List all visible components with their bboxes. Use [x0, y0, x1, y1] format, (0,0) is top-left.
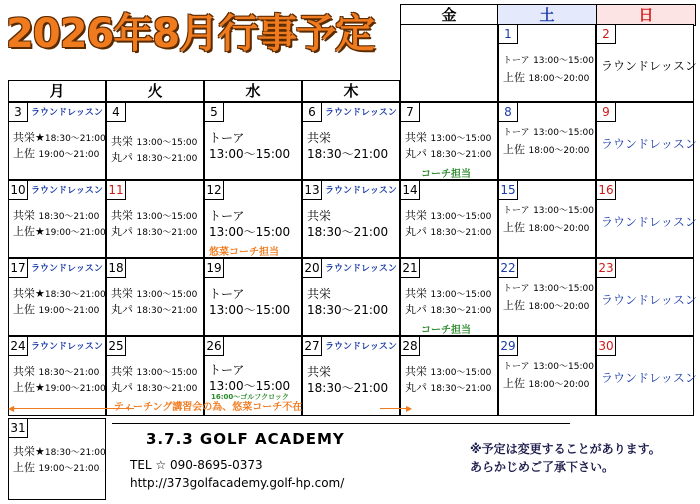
- day-cell-6: [302, 102, 400, 180]
- day-cell-28: [400, 336, 498, 416]
- session-line-1: 共栄: [307, 287, 332, 301]
- session-line-2: 丸パ 18:30～21:00: [111, 225, 198, 238]
- coach-note: コーチ担当: [421, 325, 471, 336]
- session-line-1: 共栄 13:00～15:00: [111, 209, 198, 222]
- golf-clock-note: 16:00～ゴルフクロック: [211, 393, 289, 401]
- day-cell-7: [400, 102, 498, 180]
- day-cell-1: [498, 24, 596, 102]
- session-line-2: 上佐★19:00～21:00: [13, 225, 106, 238]
- session-line-1: 共栄 13:00～15:00: [405, 209, 492, 222]
- session-line-2: 13:00～15:00: [209, 225, 291, 239]
- day-cell-18: [106, 258, 204, 336]
- day-cell-4: [106, 102, 204, 180]
- round-lesson-tag: ラウンドレッスン: [325, 264, 397, 274]
- day-number: 19: [205, 259, 224, 278]
- session-line-1: 共栄 18:30～21:00: [13, 209, 100, 222]
- session-line-1: 共栄 13:00～15:00: [111, 135, 198, 148]
- header-thu: 木: [302, 80, 400, 102]
- round-lesson-tag: ラウンドレッスン: [31, 108, 103, 118]
- header-wed: 水: [204, 80, 302, 102]
- session-line-2: 上佐 18:00～20:00: [503, 299, 590, 312]
- apology-notice: あらかじめご了承下さい。: [470, 460, 615, 474]
- day-cell-11: [106, 180, 204, 258]
- change-notice: ※予定は変更することがあります。: [470, 442, 661, 456]
- day-cell-21: [400, 258, 498, 336]
- session-line-1: トーア: [209, 287, 245, 301]
- academy-name: 3.7.3 GOLF ACADEMY: [146, 430, 345, 448]
- day-number: 24: [9, 337, 28, 356]
- day-number: 1: [499, 25, 518, 44]
- header-mon: 月: [8, 80, 106, 102]
- day-number: 17: [9, 259, 28, 278]
- session-line-1: 共栄 13:00～15:00: [111, 287, 198, 300]
- session-line-2: 上佐 19:00～21:00: [13, 147, 100, 160]
- session-line-2: 上佐★19:00～21:00: [13, 381, 106, 394]
- day-number: 16: [597, 181, 616, 200]
- session-line-2: 上佐 18:00～20:00: [503, 377, 590, 390]
- session-line-1: 共栄: [307, 365, 332, 379]
- day-number: 4: [107, 103, 126, 122]
- session-line-2: 18:30～21:00: [307, 381, 389, 395]
- session-line-1: 共栄 13:00～15:00: [405, 365, 492, 378]
- session-line-1: 共栄★18:30～21:00: [13, 445, 106, 458]
- session-line-1: トーア 13:00～15:00: [503, 128, 594, 138]
- session-line-2: 上佐 18:00～20:00: [503, 143, 590, 156]
- day-number: 26: [205, 337, 224, 356]
- session-line-2: 13:00～15:00: [209, 303, 291, 317]
- session-line-1: 共栄★18:30～21:00: [13, 287, 106, 300]
- header-fri: 金: [400, 4, 498, 26]
- day-number: 6: [303, 103, 322, 122]
- day-cell-31: [8, 418, 106, 500]
- session-line-2: 丸パ 18:30～21:00: [405, 147, 492, 160]
- day-number: 13: [303, 181, 322, 200]
- session-line-2: 丸パ 18:30～21:00: [405, 381, 492, 394]
- day-number: 14: [401, 181, 420, 200]
- absence-note: ティーチング講習会の為、悠菜コーチ不在: [113, 402, 303, 413]
- day-number: 31: [9, 419, 28, 438]
- session-line-1: トーア: [209, 131, 245, 145]
- day-number: 21: [401, 259, 420, 278]
- day-cell-16: [596, 180, 697, 258]
- header-sat: 土: [497, 4, 597, 26]
- session-line-2: 丸パ 18:30～21:00: [111, 381, 198, 394]
- day-number: 18: [107, 259, 126, 278]
- day-number: 23: [597, 259, 616, 278]
- day-number: 7: [401, 103, 420, 122]
- day-number: 20: [303, 259, 322, 278]
- session-line-2: 丸パ 18:30～21:00: [111, 303, 198, 316]
- day-number: 27: [303, 337, 322, 356]
- day-number: 25: [107, 337, 126, 356]
- day-number: 12: [205, 181, 224, 200]
- day-cell-17: [8, 258, 106, 336]
- session-line-1: 共栄: [307, 131, 332, 145]
- day-cell-19: [204, 258, 302, 336]
- session-line-1: トーア 13:00～15:00: [503, 56, 594, 66]
- day-cell-5: [204, 102, 302, 180]
- session-line-2: 18:30～21:00: [307, 225, 389, 239]
- round-lesson-text: ラウンドレッスン: [601, 293, 697, 307]
- session-line-2: 13:00～15:00: [209, 147, 291, 161]
- round-lesson-text: ラウンドレッスン: [601, 371, 697, 385]
- arrow-head-right-icon: ▶: [406, 404, 413, 413]
- phone-number: TEL ☆ 090-8695-0373: [130, 458, 263, 472]
- day-number: 11: [107, 181, 126, 200]
- header-sun: 日: [596, 4, 696, 26]
- session-line-1: 共栄: [307, 209, 332, 223]
- day-number: 3: [9, 103, 28, 122]
- session-line-2: 上佐 18:00～20:00: [503, 221, 590, 234]
- coach-note: 悠菜コーチ担当: [209, 247, 279, 258]
- day-cell-15: [498, 180, 596, 258]
- website-link[interactable]: http://373golfacademy.golf-hp.com/: [130, 476, 345, 490]
- day-number: 28: [401, 337, 420, 356]
- day-number: 9: [597, 103, 616, 122]
- day-cell-13: [302, 180, 400, 258]
- day-cell-9: [596, 102, 697, 180]
- round-lesson-text: ラウンドレッスン: [601, 59, 697, 73]
- day-number: 5: [205, 103, 224, 122]
- round-lesson-tag: ラウンドレッスン: [31, 264, 103, 274]
- day-cell-20: [302, 258, 400, 336]
- day-number: 2: [597, 25, 616, 44]
- arrow-head-left-icon: ◀: [8, 404, 15, 413]
- page-title: 2026年8月行事予定: [6, 11, 375, 57]
- session-line-1: トーア 13:00～15:00: [503, 362, 594, 372]
- day-cell-29: [498, 336, 596, 416]
- day-cell-22: [498, 258, 596, 336]
- day-cell-3: [8, 102, 106, 180]
- day-number: 22: [499, 259, 518, 278]
- round-lesson-tag: ラウンドレッスン: [325, 342, 397, 352]
- session-line-1: 共栄 13:00～15:00: [111, 365, 198, 378]
- session-line-1: 共栄 13:00～15:00: [405, 287, 492, 300]
- fri-logo-cell: [400, 24, 498, 102]
- session-line-2: 丸パ 18:30～21:00: [111, 151, 198, 164]
- session-line-1: 共栄 18:30～21:00: [13, 365, 100, 378]
- session-line-1: トーア: [209, 363, 245, 377]
- round-lesson-text: ラウンドレッスン: [601, 215, 697, 229]
- coach-note: コーチ担当: [421, 169, 471, 180]
- day-cell-14: [400, 180, 498, 258]
- session-line-1: トーア 13:00～15:00: [503, 284, 594, 294]
- day-number: 15: [499, 181, 518, 200]
- session-line-2: 丸パ 18:30～21:00: [405, 225, 492, 238]
- day-cell-12: [204, 180, 302, 258]
- round-lesson-tag: ラウンドレッスン: [31, 186, 103, 196]
- day-cell-23: [596, 258, 697, 336]
- session-line-2: 上佐 19:00～21:00: [13, 303, 100, 316]
- session-line-2: 13:00～15:00: [209, 379, 291, 393]
- header-tue: 火: [106, 80, 204, 102]
- session-line-2: 上佐 19:00～21:00: [13, 461, 100, 474]
- session-line-1: 共栄★18:30～21:00: [13, 131, 106, 144]
- round-lesson-text: ラウンドレッスン: [601, 137, 697, 151]
- day-number: 10: [9, 181, 28, 200]
- round-lesson-tag: ラウンドレッスン: [31, 342, 103, 352]
- session-line-2: 上佐 18:00～20:00: [503, 71, 590, 84]
- session-line-1: トーア: [209, 209, 245, 223]
- round-lesson-tag: ラウンドレッスン: [325, 108, 397, 118]
- day-number: 8: [499, 103, 518, 122]
- day-number: 29: [499, 337, 518, 356]
- session-line-1: 共栄 13:00～15:00: [405, 131, 492, 144]
- day-cell-30: [596, 336, 697, 416]
- day-cell-10: [8, 180, 106, 258]
- session-line-2: 丸パ 18:30～21:00: [405, 303, 492, 316]
- round-lesson-tag: ラウンドレッスン: [325, 186, 397, 196]
- session-line-2: 18:30～21:00: [307, 147, 389, 161]
- day-cell-2: [596, 24, 697, 102]
- day-cell-8: [498, 102, 596, 180]
- day-number: 30: [597, 337, 616, 356]
- session-line-2: 18:30～21:00: [307, 303, 389, 317]
- session-line-1: トーア 13:00～15:00: [503, 206, 594, 216]
